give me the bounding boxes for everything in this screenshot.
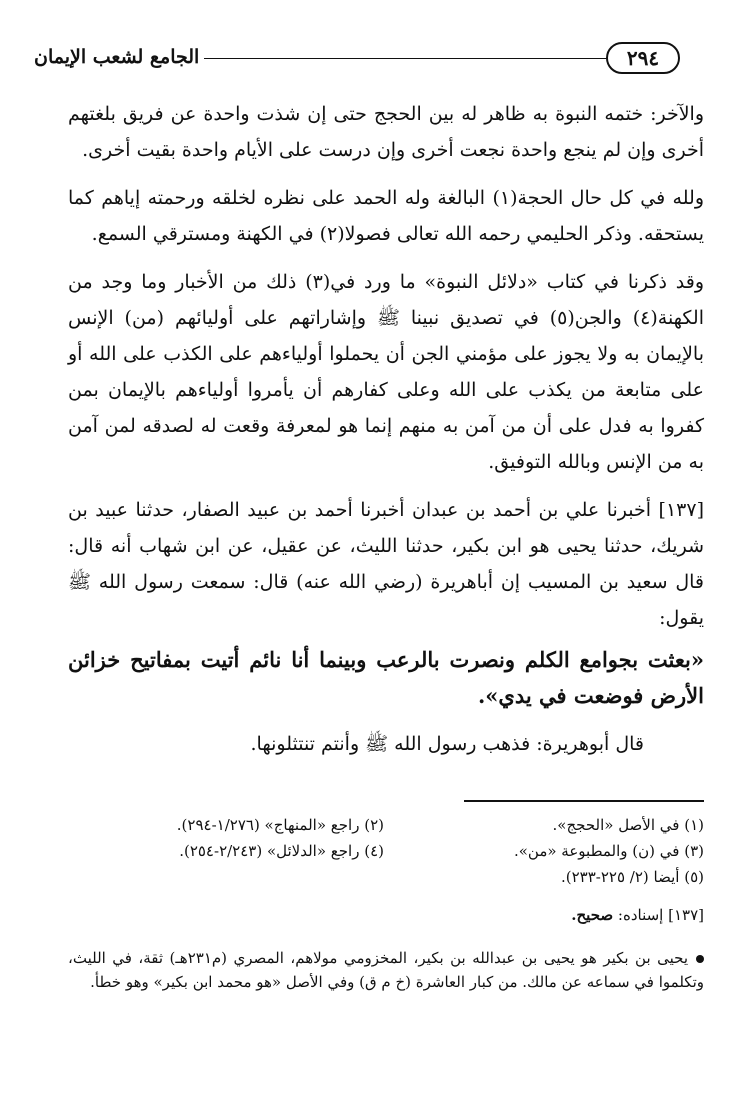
header-rule xyxy=(204,58,608,59)
running-header xyxy=(34,40,680,80)
footnote-5: (٥) أيضا (٢/ ٢٢٥-٢٣٣). xyxy=(560,868,704,886)
footnote-row xyxy=(64,864,704,890)
footnote-rule xyxy=(464,800,704,802)
footnotes xyxy=(64,812,704,890)
footnote-1: (١) في الأصل «الحجج». xyxy=(552,816,704,834)
paragraph-1: والآخر: ختمه النبوة به ظاهر له بين الحجج حتى إن شذت واحدة عن فريق بلغتهم أخرى وإن لم ينجع واحدة نجعت أخرى وإن درست على الأيام واحدة بقيت أخرى. xyxy=(68,103,704,161)
narrator-note-text: يحيى بن بكير هو يحيى بن عبدالله بن بكير، المخزومي مولاهم، المصري (م٢٣١هـ) ثقة، في الليث، وتكلموا في سماعه عن مالك. من كبار العاشرة (خ م ق) وفي الأصل «هو محمد ابن بكير» وهو خطأ. xyxy=(68,949,704,991)
footnote-2: (٢) راجع «المنهاج» (١/٢٧٦-٢٩٤). xyxy=(176,816,384,834)
footnote-3: (٣) في (ن) والمطبوعة «من». xyxy=(513,842,704,860)
main-text xyxy=(68,96,704,774)
footnote-row xyxy=(64,838,704,864)
book-title: الجامع لشعب الإيمان xyxy=(34,46,200,68)
bullet-icon xyxy=(696,955,704,963)
paragraph-2: ولله في كل حال الحجة(١) البالغة وله الحمد على نظره لخلقه ورحمته إياهم كما يستحقه. وذكر الحليمي رحمه الله تعالى فصولا(٢) في الكهنة ومسترقي السمع. xyxy=(68,187,704,245)
isnad-grade: صحيح. xyxy=(571,906,614,924)
closing-line: قال أبوهريرة: فذهب رسول الله ﷺ وأنتم تنتثلونها. xyxy=(250,733,644,755)
paragraph-3: وقد ذكرنا في كتاب «دلائل النبوة» ما ورد في(٣) ذلك من الأخبار وما وجد من الكهنة(٤) والجن(٥) في تصديق نبينا ﷺ وإشاراتهم على أوليائهم (من) الإنس بالإيمان به ولا يجوز على مؤمني الجن أن يحملوا أولياءهم على الكذب على الله أو على متابعة من يكذب على الله وعلى كفارهم أن يأمروا أولياءهم بالإيمان بمن كفروا به فدل على أن من آمن به منهم إنما هو لمعرفة وقعت له لصدقه لمن آمن به من الإنس وبالله التوفيق. xyxy=(68,271,704,473)
footnote-row xyxy=(64,812,704,838)
hadith-quote: «بعثت بجوامع الكلم ونصرت بالرعب وبينما أنا نائم أتيت بمفاتيح خزائن الأرض فوضعت في يدي». xyxy=(68,647,704,708)
hadith-chain: [١٣٧] أخبرنا علي بن أحمد بن عبدان أخبرنا أحمد بن عبيد الصفار، حدثنا عبيد بن شريك، حدثنا يحيى هو ابن بكير، حدثنا الليث، عن عقيل، عن ابن شهاب أنه قال: قال سعيد بن المسيب إن أباهريرة (رضي الله عنه) قال: سمعت رسول الله ﷺ يقول: xyxy=(68,499,704,629)
footnote-4: (٤) راجع «الدلائل» (٢/٢٤٣-٢٥٤). xyxy=(179,842,384,860)
page-number: ٢٩٤ xyxy=(606,42,680,74)
narrator-note xyxy=(68,946,704,994)
isnad-grade-line xyxy=(571,906,704,924)
isnad-label: [١٣٧] إسناده: xyxy=(617,906,704,924)
